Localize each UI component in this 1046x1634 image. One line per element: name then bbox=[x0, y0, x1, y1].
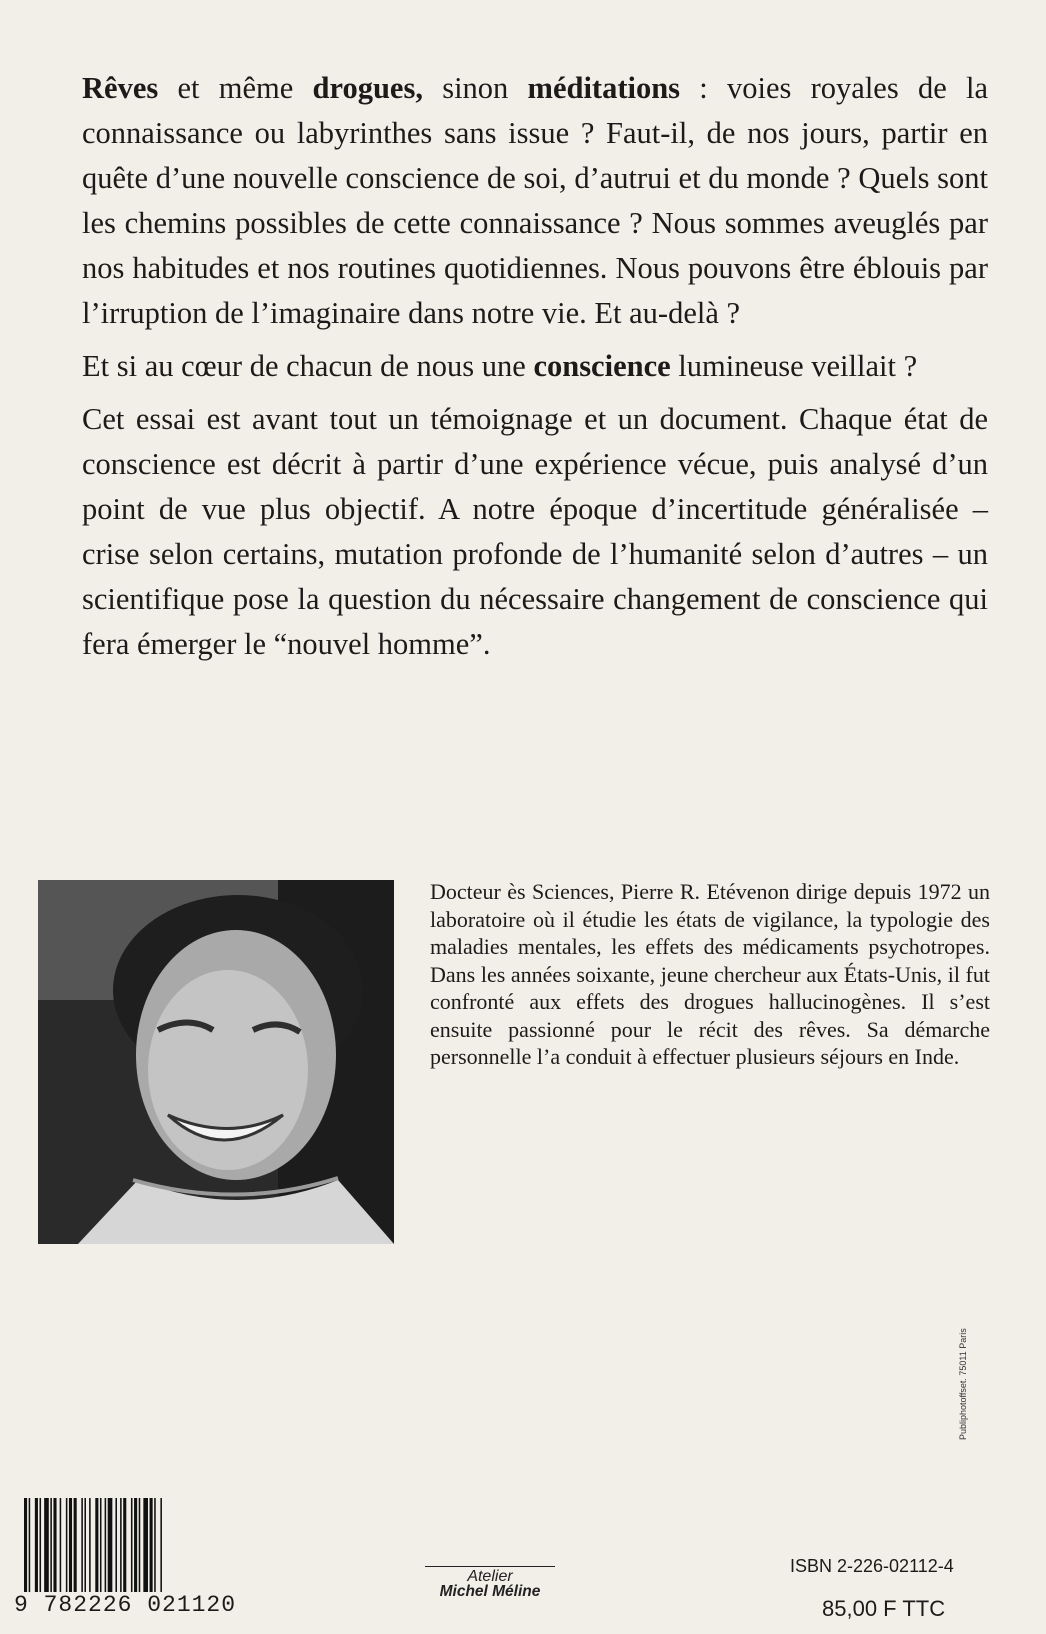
isbn-number: ISBN 2-226-02112-4 bbox=[790, 1556, 954, 1576]
blurb-paragraph-1-run: méditations bbox=[527, 71, 681, 105]
author-photo bbox=[38, 880, 394, 1244]
price: 85,00 F TTC bbox=[822, 1596, 946, 1621]
blurb-paragraph-2 bbox=[82, 344, 988, 389]
blurb-paragraph-2-run: lumineuse veillait ? bbox=[670, 349, 918, 383]
publisher-logo bbox=[425, 1566, 555, 1599]
blurb-paragraph-1-run: Rêves bbox=[82, 71, 159, 105]
barcode-digits: 9 782226 021120 bbox=[14, 1592, 276, 1618]
blurb-paragraph-1-run: : voies royales de la connaissance ou labyrinthes sans issue ? Faut-il, de nos jours, partir en quête d’une nouvelle conscience de soi, d’autrui et du monde ? Quels sont les chemins possibles de cette connaissance ? Nous sommes aveuglés par nos habitudes et nos routines quotidiennes. Nous pouvons être éblouis par l’irruption de l’imaginaire dans notre vie. Et au-delà ? bbox=[82, 71, 988, 330]
author-portrait-illustration bbox=[38, 880, 394, 1244]
publisher-line-2: Michel Méline bbox=[439, 1583, 541, 1600]
blurb-text bbox=[82, 66, 988, 675]
blurb-paragraph-1-run: et même bbox=[158, 71, 313, 105]
blurb-paragraph-2-run: conscience bbox=[533, 349, 671, 383]
blurb-paragraph-1-run: drogues, bbox=[312, 71, 423, 105]
publisher-line-1: Atelier bbox=[425, 1566, 555, 1584]
printer-credit: Publiphotoffset. 75011 Paris bbox=[958, 1328, 968, 1440]
blurb-paragraph-2-run: Et si au cœur de chacun de nous une bbox=[82, 349, 534, 383]
blurb-paragraph-1 bbox=[82, 66, 988, 336]
author-bio: Docteur ès Sciences, Pierre R. Etévenon dirige depuis 1972 un laboratoire où il étudie les états de vigilance, la typologie des maladies mentales, les effets des médicaments psychotropes. Dans les années soixante, jeune chercheur aux États-Unis, il fut confronté aux effets des drogues hallucinogènes. Il s’est ensuite passionné pour le récit des rêves. Sa démarche personnelle l’a conduit à effectuer plusieurs séjours en Inde. bbox=[430, 879, 990, 1069]
blurb-paragraph-3: Cet essai est avant tout un témoignage et un document. Chaque état de conscience est décrit à partir d’une expérience vécue, puis analysé d’un point de vue plus objectif. A notre époque d’incertitude généralisée – crise selon certains, mutation profonde de l’humanité selon d’autres – un scientifique pose la question du nécessaire changement de conscience qui fera émerger le “nouvel homme”. bbox=[82, 402, 988, 661]
blurb-paragraph-1-run: sinon bbox=[422, 71, 528, 105]
